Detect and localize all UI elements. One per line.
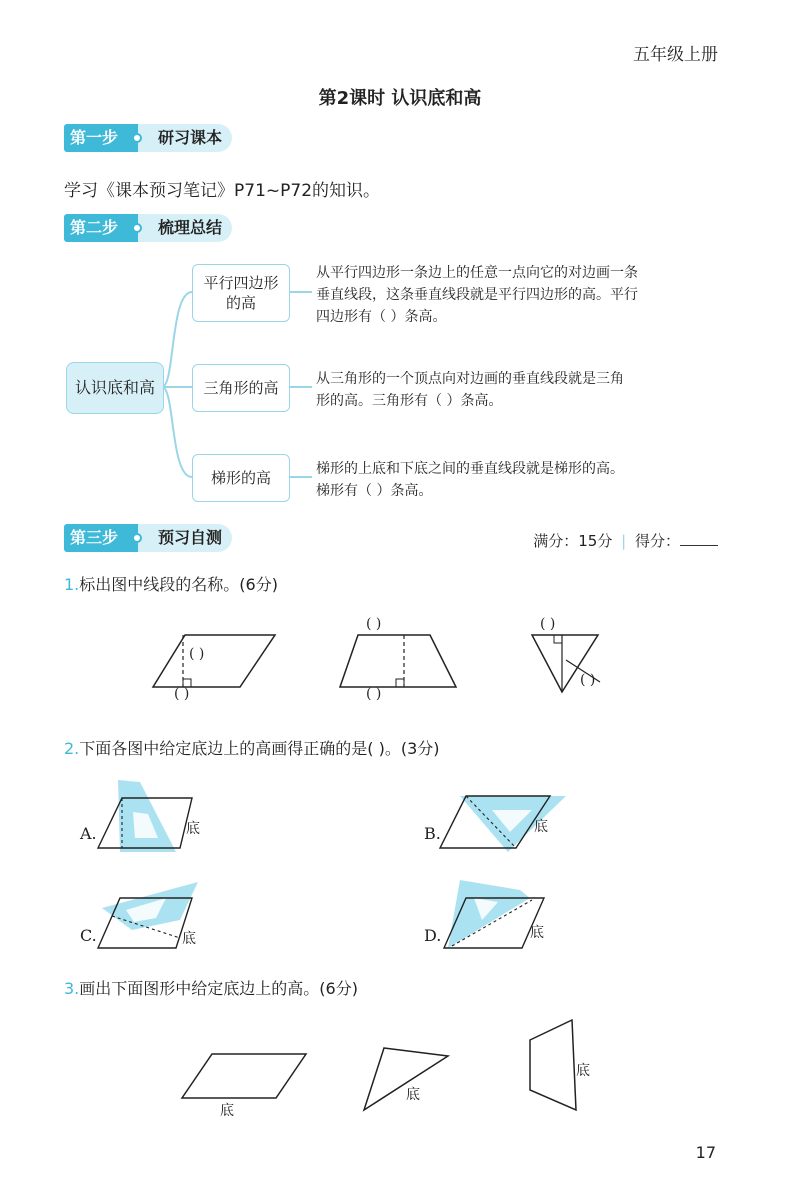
desc-line: 形的高。三角形有（ ）条高。	[316, 393, 503, 409]
step-dot-icon	[132, 533, 142, 543]
question-text: 画出下面图形中给定底边上的高。(6分)	[79, 979, 358, 998]
score-separator: |	[621, 532, 627, 550]
node-line: 三角形的高	[203, 379, 279, 397]
question-number: 2.	[64, 739, 80, 758]
question-1	[64, 572, 278, 595]
desc-line: 梯形有（ ）条高。	[316, 483, 433, 499]
option-A-label[interactable]: A.	[80, 824, 97, 843]
q1-figures	[0, 600, 800, 710]
right-angle-mark	[554, 635, 562, 643]
step3-tag: 第三步	[64, 524, 138, 552]
score-box	[533, 530, 718, 551]
score-blank[interactable]	[680, 531, 718, 546]
step2-tag: 第二步	[64, 214, 138, 242]
question-text: 下面各图中给定底边上的高画得正确的是( )。(3分)	[79, 739, 440, 758]
lesson-title: 第2课时 认识底和高	[318, 88, 482, 109]
mindmap-node-triangle	[192, 364, 290, 412]
q1-blank[interactable]: ( )	[366, 616, 382, 632]
branch-description-parallelogram	[316, 262, 638, 328]
base-label: 底	[530, 925, 544, 941]
q1-parallelogram	[153, 635, 275, 687]
option-D-label[interactable]: D.	[424, 926, 442, 945]
question-number: 1.	[64, 575, 80, 594]
node-line: 平行四边形	[203, 274, 279, 292]
base-label: 底	[534, 819, 548, 835]
mindmap-root: 认识底和高	[66, 362, 164, 414]
q3-trapezoid	[530, 1020, 576, 1110]
q3-figures	[0, 1010, 800, 1120]
step1-tag: 第一步	[64, 124, 138, 152]
node-line: 梯形的高	[210, 469, 271, 487]
base-label: 底	[220, 1103, 234, 1119]
question-3	[64, 976, 358, 999]
desc-line: 垂直线段，这条垂直线段就是平行四边形的高。平行	[316, 287, 638, 303]
grade-label: 五年级上册	[633, 45, 718, 65]
q2-figures	[0, 770, 800, 970]
desc-line: 四边形有（ ）条高。	[316, 309, 447, 325]
step1-label: 研习课本	[138, 124, 232, 152]
question-2	[64, 736, 440, 759]
branch-description-triangle	[316, 368, 624, 412]
q1-blank[interactable]: ( )	[540, 616, 556, 632]
q3-parallelogram	[182, 1054, 306, 1098]
option-B-label[interactable]: B.	[424, 824, 441, 843]
option-C-label[interactable]: C.	[80, 926, 97, 945]
node-line: 的高	[225, 294, 256, 312]
desc-line: 梯形的上底和下底之间的垂直线段就是梯形的高。	[316, 461, 624, 477]
q2-ruler-D	[448, 880, 530, 948]
q1-blank[interactable]: ( )	[189, 646, 205, 662]
mindmap-node-trapezoid	[192, 454, 290, 502]
mindmap-node-parallelogram	[192, 264, 290, 322]
q1-blank[interactable]: ( )	[366, 686, 382, 702]
got-score-label: 得分：	[634, 532, 680, 550]
step1-content: 学习《课本预习笔记》P71~P72的知识。	[64, 181, 381, 201]
desc-line: 从三角形的一个顶点向对边画的垂直线段就是三角	[316, 371, 624, 387]
question-text: 标出图中线段的名称。(6分)	[79, 575, 278, 594]
page-number: 17	[695, 1143, 716, 1162]
q1-blank[interactable]: ( )	[580, 672, 596, 688]
step3-label: 预习自测	[138, 524, 232, 552]
right-angle-mark	[396, 679, 404, 687]
q1-blank[interactable]: ( )	[174, 686, 190, 702]
question-number: 3.	[64, 979, 80, 998]
base-label: 底	[576, 1063, 590, 1079]
desc-line: 从平行四边形一条边上的任意一点向它的对边画一条	[316, 265, 638, 281]
base-label: 底	[406, 1087, 420, 1103]
branch-description-trapezoid	[316, 458, 624, 502]
base-label: 底	[186, 821, 200, 837]
full-score: 满分：15分	[533, 532, 613, 550]
base-label: 底	[182, 931, 196, 947]
step2-label: 梳理总结	[138, 214, 232, 242]
